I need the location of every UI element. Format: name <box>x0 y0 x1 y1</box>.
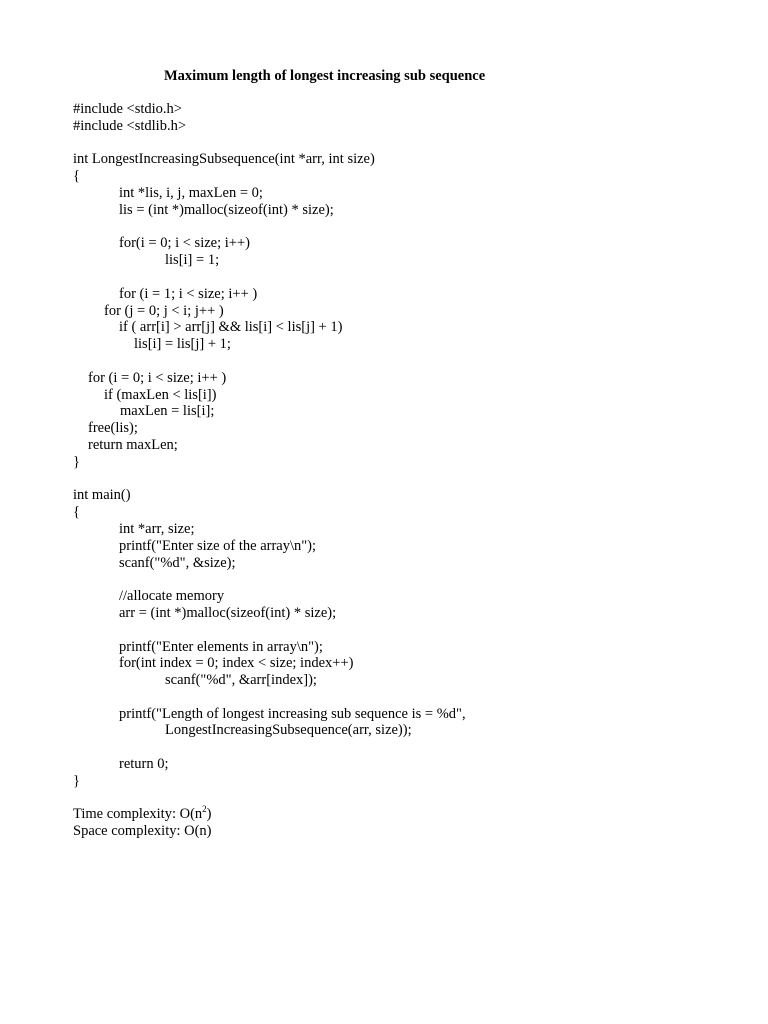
space-complexity: Space complexity: O(n) <box>73 822 212 839</box>
code-line: printf("Enter size of the array\n"); <box>119 537 317 554</box>
code-line: int LongestIncreasingSubsequence(int *arr, int size) <box>73 151 375 168</box>
code-line: int main() <box>73 487 131 504</box>
code-line: LongestIncreasingSubsequence(arr, size)); <box>165 722 412 739</box>
code-line: int *arr, size; <box>119 520 195 537</box>
code-line: for(int index = 0; index < size; index++) <box>119 655 354 672</box>
blank-line <box>73 219 753 236</box>
code-line: #include <stdlib.h> <box>73 117 187 134</box>
code-line: scanf("%d", &size); <box>119 554 236 571</box>
code-line: scanf("%d", &arr[index]); <box>165 672 317 689</box>
code-line: arr = (int *)malloc(sizeof(int) * size); <box>119 604 337 621</box>
code-line: if ( arr[i] > arr[j] && lis[i] < lis[j] + 1) <box>119 319 343 336</box>
code-line: } <box>73 453 80 470</box>
code-line: { <box>73 168 80 185</box>
blank-line <box>73 739 753 756</box>
blank-line <box>73 471 753 488</box>
blank-line <box>73 571 753 588</box>
code-line: #include <stdio.h> <box>73 101 182 117</box>
blank-line <box>73 269 753 286</box>
time-complexity-suffix: ) <box>206 806 212 822</box>
code-line: maxLen = lis[i]; <box>120 403 215 420</box>
complexity-notes <box>73 806 212 840</box>
code-line: int *lis, i, j, maxLen = 0; <box>119 184 263 201</box>
time-complexity-exponent: 2 <box>202 804 207 815</box>
code-line: return maxLen; <box>88 436 178 453</box>
code-block <box>73 101 753 790</box>
code-line: lis[i] = 1; <box>165 252 220 269</box>
code-line: } <box>73 772 80 789</box>
code-line: for (i = 0; i < size; i++ ) <box>88 369 227 386</box>
code-line: printf("Length of longest increasing sub sequence is = %d", <box>119 705 466 722</box>
code-line: for (j = 0; j < i; j++ ) <box>104 302 224 319</box>
blank-line <box>73 622 753 639</box>
code-line: return 0; <box>119 756 169 773</box>
code-line: free(lis); <box>88 420 138 437</box>
code-line: lis[i] = lis[j] + 1; <box>134 336 231 353</box>
document-title: Maximum length of longest increasing sub sequence <box>164 68 486 84</box>
blank-line <box>73 135 753 152</box>
code-line: for(i = 0; i < size; i++) <box>119 235 250 252</box>
time-complexity-prefix: Time complexity: O(n <box>73 806 203 822</box>
code-line: lis = (int *)malloc(sizeof(int) * size); <box>119 201 334 218</box>
code-line: { <box>73 504 80 521</box>
code-line: printf("Enter elements in array\n"); <box>119 638 323 655</box>
code-line: for (i = 1; i < size; i++ ) <box>119 285 258 302</box>
blank-line <box>73 353 753 370</box>
blank-line <box>73 689 753 706</box>
code-line: //allocate memory <box>119 588 225 605</box>
code-line: if (maxLen < lis[i]) <box>104 386 217 403</box>
time-complexity <box>73 806 212 823</box>
